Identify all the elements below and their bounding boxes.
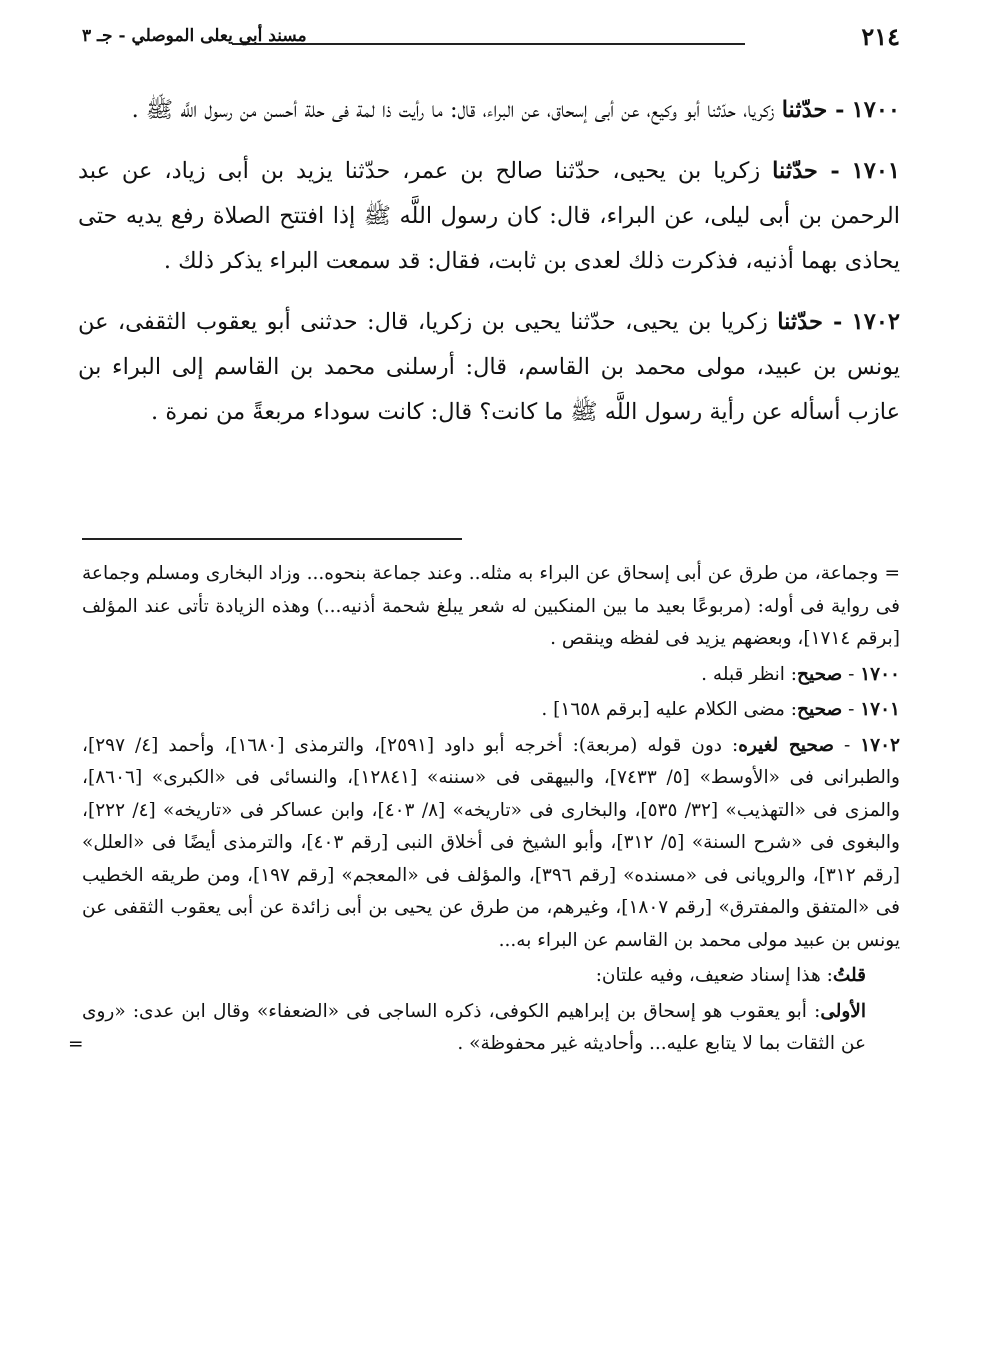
note-number: ١٧٠١ [860,699,900,720]
note-text: : انظر قبله . [701,663,798,685]
first-defect-text: : أبو يعقوب هو إسحاق بن إبراهيم الكوفى، ذكره الساجى فى «الضعفاء» وقال ابن عدى: «روى عن الثقات بما لا يتابع عليه... وأحاديثه غير محفوظة» . [82,1000,866,1054]
note-number: ١٧٠٢ [860,734,900,756]
first-defect-label: الأولى [820,1000,866,1022]
continuation-text: وجماعة، من طرق عن أبى إسحاق عن البراء به مثله.. وعند جماعة بنحوه... وزاد البخارى ومسلم وجماعة فى رواية فى أوله: (مربوعًا بعيد ما بين المنكبين له شعر يبلغ شحمة أذنيه...) وهذه الزيادة تأتى عند المؤلف [برقم ١٧١٤]، وبعضهم يزيد فى لفظه وينقص . [82,563,900,649]
note-continuation [82,558,900,656]
hadith-number: ١٧٠٢ [851,309,901,335]
hadith-body: زكريا، حدّثنا أبو وكيع، عن أبى إسحاق، عن البراء، قال: ما رأيت ذا لمة فى حلة أحسن من رسول اللَّه ﷺ . [131,97,775,123]
note-grade: صحيح [797,699,843,720]
note-1702: ١٧٠٢ - صحيح لغيره: دون قوله (مربعة): أخرجه أبو داود [٢٥٩١]، والترمذى [١٦٨٠]، وأحمد [٤/ ٢٩٧]، والطبرانى فى «الأوسط» [٥/ ٧٤٣٣]، والبيهقى فى «سننه» [١٢٨٤١]، والنسائى فى «الكبرى» [٨٦٠٦]، والمزى فى «التهذيب» [٣٢/ ٥٣٥]، والبخارى فى «تاريخه» [٨/ ٤٠٣]، وابن عساكر فى «تاريخه» [٤/ ٢٢٢]، والبغوى فى «شرح السنة» [٥/ ٣١٢]، وأبو الشيخ فى أخلاق النبى [رقم ٤٠٣]، والترمذى أيضًا فى «العلل» [رقم ٣١٢]، والرويانى فى «مسنده» [رقم ٣٩٦]، والمؤلف فى «المعجم» [رقم ١٩٧]، ومن طريقه الخطيب فى «المتفق والمفترق» [رقم ١٨٠٧]، وغيرهم، من طرق عن يحيى بن أبى زائدة عن أبى يعقوب الثقفى عن يونس بن عبيد مولى محمد بن القاسم عن البراء به... [82,734,901,951]
book-title: مسند أبي يعلى الموصلي - جـ ٣ [82,26,307,46]
hadith-number: ١٧٠٠ [851,97,900,123]
note-text: : مضى الكلام عليه [برقم ١٦٥٨] . [541,699,798,720]
note-first-defect: الأولى: أبو يعقوب هو إسحاق بن إبراهيم الكوفى، ذكره الساجى فى «الضعفاء» وقال ابن عدى: «روى عن الثقات بما لا يتابع عليه... وأحاديثه غير محفوظة» . = [68,1000,866,1055]
hadith-text [78,88,900,451]
hadith-1701: ١٧٠١ - حدّثنا زكريا بن يحيى، حدّثنا صالح بن عمر، حدّثنا يزيد بن أبى زياد، عن عبد الرحمن بن أبى ليلى، عن البراء، قال: كان رسول اللَّه ﷺ إذا افتتح الصلاة رفع يديه حتى يحاذى بهما أذنيه، فذكرت ذلك لعدى بن ثابت، فقال: قد سمعت البراء يذكر ذلك . [78,158,901,274]
note-grade: صحيح لغيره [738,734,835,756]
page-header [82,18,900,62]
qultu-label: قلتُ [832,965,866,986]
note-1700: ١٧٠٠ - صحيح: انظر قبله . [701,663,900,685]
note-text: : دون قوله (مربعة): أخرجه أبو داود [٢٥٩١]، والترمذى [١٦٨٠]، وأحمد [٤/ ٢٩٧]، والطبرانى فى «الأوسط» [٥/ ٧٤٣٣]، والبيهقى فى «سننه» [١٢٨٤١]، والنسائى فى «الكبرى» [٨٦٠٦]، والمزى فى «التهذيب» [٣٢/ ٥٣٥]، والبخارى فى «تاريخه» [٨/ ٤٠٣]، وابن عساكر فى «تاريخه» [٤/ ٢٢٢]، والبغوى فى «شرح السنة» [٥/ ٣١٢]، وأبو الشيخ فى أخلاق النبى [رقم ٤٠٣]، والترمذى أيضًا فى «العلل» [رقم ٣١٢]، والرويانى فى «مسنده» [رقم ٣٩٦]، والمؤلف فى «المعجم» [رقم ١٩٧]، ومن طريقه الخطيب فى «المتفق والمفترق» [رقم ١٨٠٧]، وغيرهم، من طرق عن يحيى بن أبى زائدة عن أبى يعقوب الثقفى عن يونس بن عبيد مولى محمد بن القاسم عن البراء به... [82,734,901,951]
hadith-number: ١٧٠١ [851,158,901,184]
hadith-keyword: حدّثنا [772,158,818,184]
note-qultu [82,960,900,993]
note-grade: صحيح [797,663,843,685]
header-rule [232,43,745,45]
hadith-body: زكريا بن يحيى، حدّثنا صالح بن عمر، حدّثنا يزيد بن أبى زياد، عن عبد الرحمن بن أبى ليلى، عن البراء، قال: كان رسول اللَّه ﷺ إذا افتتح الصلاة رفع يديه حتى يحاذى بهما أذنيه، فذكرت ذلك لعدى بن ثابت، فقال: قد سمعت البراء يذكر ذلك . [78,158,900,274]
note-1701: ١٧٠١ - صحيح: مضى الكلام عليه [برقم ١٦٥٨] . [541,699,900,720]
hadith-1700: ١٧٠٠ - حدّثنا زكريا، حدّثنا أبو وكيع، عن أبى إسحاق، عن البراء، قال: ما رأيت ذا لمة فى حلة أحسن من رسول اللَّه ﷺ . [131,97,900,123]
hadith-keyword: حدّثنا [781,97,828,123]
hadith-keyword: حدّثنا [777,309,823,335]
continuation-mark: = [884,563,901,584]
note-number: ١٧٠٠ [860,663,900,685]
hadith-1702: ١٧٠٢ - حدّثنا زكريا بن يحيى، حدّثنا يحيى بن زكريا، قال: حدثنى أبو يعقوب الثقفى، عن يونس بن عبيد، مولى محمد بن القاسم، قال: أرسلنى محمد بن القاسم إلى البراء بن عازب أسأله عن رأية رسول اللَّه ﷺ ما كانت؟ قال: كانت سوداء مربعةً من نمرة . [78,309,901,425]
hadith-body: زكريا بن يحيى، حدّثنا يحيى بن زكريا، قال: حدثنى أبو يعقوب الثقفى، عن يونس بن عبيد، مولى محمد بن القاسم، قال: أرسلنى محمد بن القاسم إلى البراء بن عازب أسأله عن رأية رسول اللَّه ﷺ ما كانت؟ قال: كانت سوداء مربعةً من نمرة . [78,309,900,425]
footnote-separator [82,538,462,540]
footnotes [68,558,901,1064]
page-number: ٢١٤ [861,22,900,51]
qultu-text: : هذا إسناد ضعيف، وفيه علتان: [595,965,833,986]
